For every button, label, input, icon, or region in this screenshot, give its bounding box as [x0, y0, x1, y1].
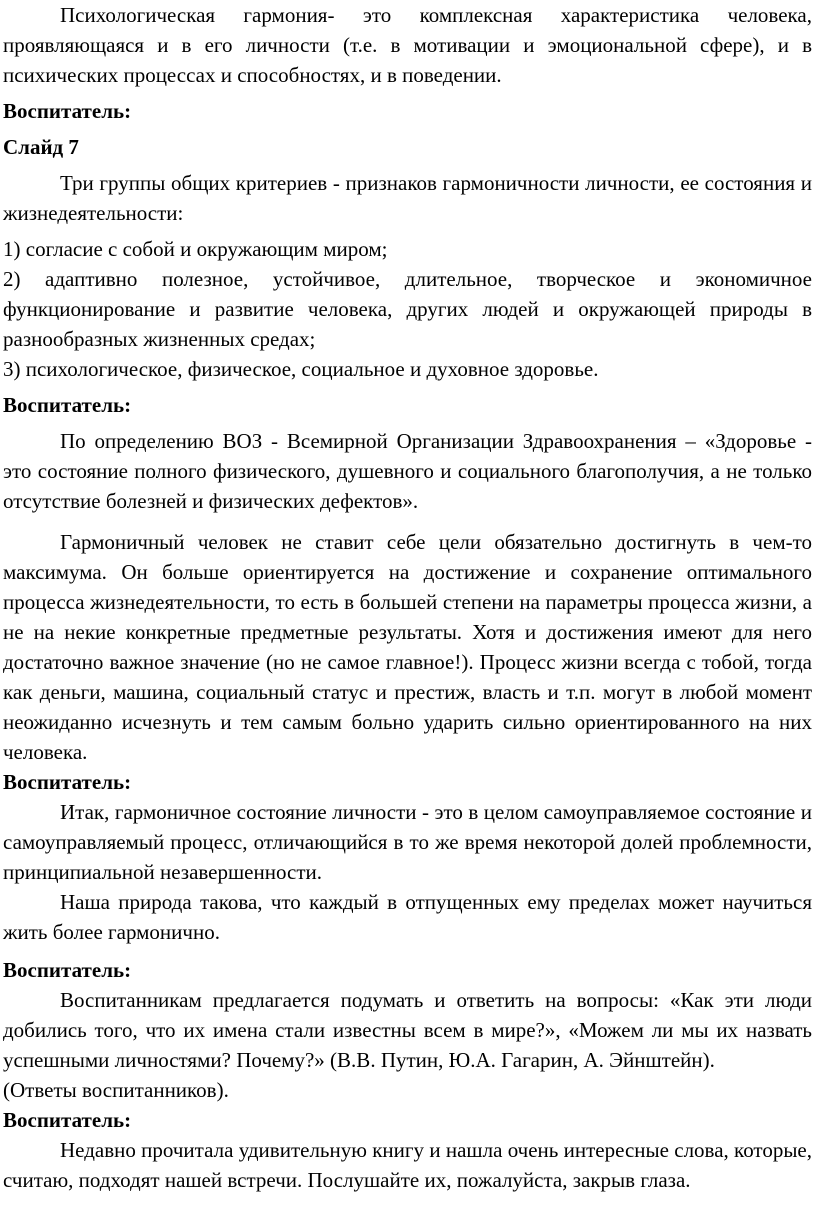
- list-item: 1) согласие с собой и окружающим миром;: [3, 237, 388, 261]
- section-heading: Воспитатель:: [3, 1108, 132, 1132]
- paragraph: Итак, гармоничное состояние личности - это в целом самоуправляемое состояние и самоуправляемый процесс, отличающийся в то же время некоторой долей проблемности, принципиальной незавершенности.: [3, 800, 812, 884]
- paragraph: По определению ВОЗ - Всемирной Организации Здравоохранения – «Здоровье - это состояние полного физического, душевного и социального благополучия, а не только отсутствие болезней и физических дефектов».: [3, 429, 812, 513]
- paragraph: Наша природа такова, что каждый в отпущенных ему пределах может научиться жить более гармонично.: [3, 890, 812, 944]
- paragraph: Психологическая гармония- это комплексная характеристика человека, проявляющаяся и в его личности (т.е. в мотивации и эмоциональной сфере), и в психических процессах и способностях, и в поведении.: [3, 3, 812, 87]
- paragraph: Гармоничный человек не ставит себе цели обязательно достигнуть в чем-то максимума. Он больше ориентируется на достижение и сохранение оптимального процесса жизнедеятельности, то есть в большей степени на параметры процесса жизни, а не на некие конкретные предметные результаты. Хотя и достижения имеют для него достаточно важное значение (но не самое главное!). Процесс жизни всегда с тобой, тогда как деньги, машина, социальный статус и престиж, власть и т.п. могут в любой момент неожиданно исчезнуть и тем самым больно ударить сильно ориентированного на них человека.: [3, 530, 812, 764]
- section-heading: Воспитатель:: [3, 393, 132, 417]
- section-heading: Воспитатель:: [3, 99, 132, 123]
- slide-heading: Слайд 7: [3, 135, 79, 159]
- section-heading: Воспитатель:: [3, 770, 132, 794]
- paragraph: (Ответы воспитанников).: [3, 1078, 229, 1102]
- paragraph: Воспитанникам предлагается подумать и ответить на вопросы: «Как эти люди добились того, что их имена стали известны всем в мире?», «Можем ли мы их назвать успешными личностями? Почему?» (В.В. Путин, Ю.А. Гагарин, А. Эйнштейн).: [3, 988, 812, 1072]
- list-item: 3) психологическое, физическое, социальное и духовное здоровье.: [3, 357, 599, 381]
- paragraph: Три группы общих критериев - признаков гармоничности личности, ее состояния и жизнедеятельности:: [3, 171, 812, 225]
- list-item: 2) адаптивно полезное, устойчивое, длительное, творческое и экономичное функционирование и развитие человека, других людей и окружающей природы в разнообразных жизненных средах;: [3, 267, 812, 351]
- section-heading: Воспитатель:: [3, 958, 132, 982]
- paragraph: Недавно прочитала удивительную книгу и нашла очень интересные слова, которые, считаю, подходят нашей встречи. Послушайте их, пожалуйста, закрыв глаза.: [3, 1138, 812, 1192]
